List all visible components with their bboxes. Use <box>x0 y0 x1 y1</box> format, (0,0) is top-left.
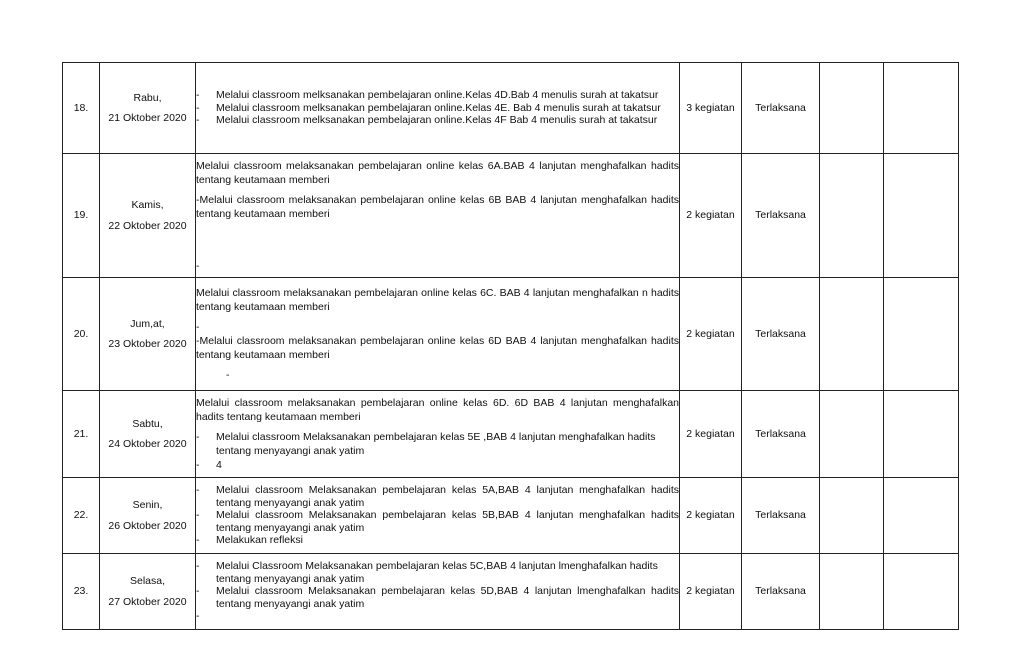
activity-paragraph: -Melalui classroom melaksanakan pembelajaran online kelas 6B BAB 4 lanjutan menghafalkan hadits tentang keutamaan memberi <box>196 193 679 220</box>
activity-cell <box>196 63 680 154</box>
date-cell <box>100 278 196 391</box>
day-label: Kamis, <box>131 199 164 211</box>
activity-paragraph: - <box>196 321 200 333</box>
activity-item: - Melalui classroom Melaksanakan pembelajaran kelas 5A,BAB 4 lanjutan menghafalkan hadits tentang menyayangi anak yatim <box>196 484 679 509</box>
row-number: 22. <box>63 478 100 554</box>
activity-item: - 4 <box>196 459 222 471</box>
date-cell <box>100 63 196 154</box>
activity-item: - <box>196 610 200 623</box>
status-cell: Terlaksana <box>742 278 820 391</box>
table-row <box>63 278 959 391</box>
activity-paragraph: - <box>226 369 230 381</box>
activity-count: 2 kegiatan <box>680 278 742 391</box>
row-number: 23. <box>63 554 100 630</box>
table-row <box>63 63 959 154</box>
empty-cell <box>820 154 884 278</box>
activity-count: 3 kegiatan <box>680 63 742 154</box>
date-label: 22 Oktober 2020 <box>108 219 187 232</box>
activity-cell <box>196 154 680 278</box>
table-row <box>63 391 959 478</box>
table-row <box>63 154 959 278</box>
activity-item: - Melalui classroom Melaksanakan pembelajaran kelas 5E ,BAB 4 lanjutan menghafalkan hadits tentang menyayangi anak yatim <box>196 431 656 457</box>
activity-item: - Melalui classroom melksanakan pembelajaran online.Kelas 4D.Bab 4 menulis surah at takatsur <box>196 89 659 102</box>
day-label: Senin, <box>132 499 163 511</box>
row-number: 18. <box>63 63 100 154</box>
empty-cell <box>884 63 959 154</box>
status-cell: Terlaksana <box>742 63 820 154</box>
row-number: 21. <box>63 391 100 478</box>
empty-cell <box>820 278 884 391</box>
status-cell: Terlaksana <box>742 391 820 478</box>
status-cell: Terlaksana <box>742 478 820 554</box>
activity-cell <box>196 554 680 630</box>
activity-paragraph: Melalui classroom melaksanakan pembelajaran online kelas 6C. BAB 4 lanjutan menghafalkan n hadits tentang keutamaan memberi <box>196 287 679 313</box>
date-label: 24 Oktober 2020 <box>108 438 187 450</box>
activity-cell <box>196 478 680 554</box>
activity-cell <box>196 391 680 478</box>
empty-cell <box>820 391 884 478</box>
activity-item: - Melakukan refleksi <box>196 534 303 547</box>
empty-cell <box>884 478 959 554</box>
row-number: 20. <box>63 278 100 391</box>
activity-count: 2 kegiatan <box>680 554 742 630</box>
date-label: 21 Oktober 2020 <box>108 112 187 124</box>
status-cell: Terlaksana <box>742 154 820 278</box>
activity-count: 2 kegiatan <box>680 391 742 478</box>
table-row <box>63 554 959 630</box>
date-label: 27 Oktober 2020 <box>108 595 187 608</box>
empty-cell <box>884 154 959 278</box>
activity-paragraph: Melalui classroom melaksanakan pembelajaran online kelas 6D. 6D BAB 4 lanjutan menghafalkan hadits tentang keutamaan memberi <box>196 397 679 423</box>
date-cell <box>100 478 196 554</box>
row-number: 19. <box>63 154 100 278</box>
empty-cell <box>820 63 884 154</box>
activity-item: - Melalui Classroom Melaksanakan pembelajaran kelas 5C,BAB 4 lanjutan lmenghafalkan hadits tentang menyayangi anak yatim <box>196 560 658 585</box>
day-label: Selasa, <box>129 575 166 587</box>
day-label: Jum,at, <box>130 317 165 330</box>
day-label: Rabu, <box>133 91 162 104</box>
activity-paragraph: - <box>196 259 200 272</box>
activity-count: 2 kegiatan <box>680 154 742 278</box>
activity-log-table <box>62 62 959 630</box>
date-label: 23 Oktober 2020 <box>108 338 187 350</box>
date-cell <box>100 554 196 630</box>
empty-cell <box>884 278 959 391</box>
activity-count: 2 kegiatan <box>680 478 742 554</box>
activity-item: - Melalui classroom Melaksanakan pembelajaran kelas 5B,BAB 4 lanjutan menghafalkan hadits tentang menyayangi anak yatim <box>196 509 679 534</box>
day-label: Sabtu, <box>132 417 163 430</box>
activity-cell <box>196 278 680 391</box>
activity-paragraph: Melalui classroom melaksanakan pembelajaran online kelas 6A.BAB 4 lanjutan menghafalkan hadits tentang keutamaan memberi <box>196 159 679 186</box>
empty-cell <box>884 391 959 478</box>
date-label: 26 Oktober 2020 <box>108 519 187 532</box>
activity-paragraph: -Melalui classroom melaksanakan pembelajaran online kelas 6D BAB 4 lanjutan menghafalkan hadits tentang keutamaan memberi <box>196 335 679 361</box>
empty-cell <box>820 478 884 554</box>
status-cell: Terlaksana <box>742 554 820 630</box>
activity-item: - Melalui classroom Melaksanakan pembelajaran kelas 5D,BAB 4 lanjutan lmenghafalkan hadits tentang menyayangi anak yatim <box>196 585 679 610</box>
empty-cell <box>884 554 959 630</box>
date-cell <box>100 391 196 478</box>
empty-cell <box>820 554 884 630</box>
table-row <box>63 478 959 554</box>
date-cell <box>100 154 196 278</box>
activity-item: - Melalui classroom melksanakan pembelajaran online.Kelas 4F Bab 4 menulis surah at takatsur <box>196 114 658 127</box>
activity-item: - Melalui classroom melksanakan pembelajaran online.Kelas 4E. Bab 4 menulis surah at takatsur <box>196 101 661 114</box>
